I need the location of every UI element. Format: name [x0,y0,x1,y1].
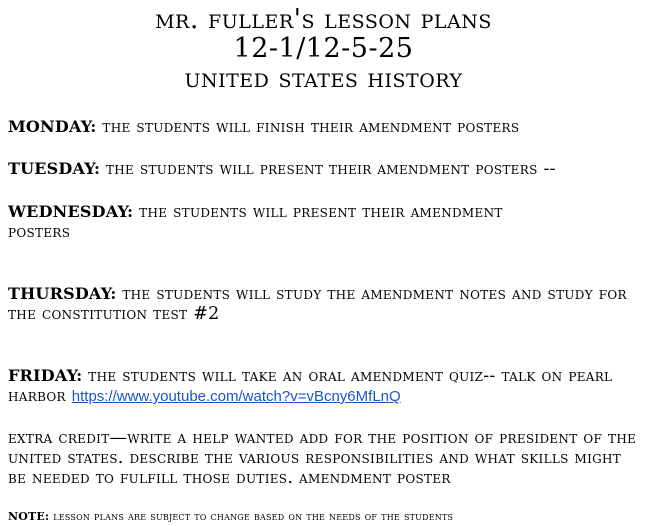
plan-monday [8,117,638,137]
plan-wednesday [8,202,568,242]
day-label-thursday: THURSDAY: [8,284,117,303]
subject-title: united states history [184,63,463,94]
plan-text-tuesday: the students will present their amendment posters -- [105,159,556,179]
plan-tuesday [8,159,638,179]
plan-text-monday: the students will finish their amendment posters [102,117,520,137]
day-label-friday: FRIDAY: [8,366,83,385]
date-range: 12-1/12-5-25 [233,33,414,64]
plan-text-thursday: the students will study the amendment notes and study for the constitution test #2 [8,284,627,324]
page-title: mr. fuller's lesson plans [155,4,492,35]
note-label: NOTE: [8,510,50,523]
plan-friday [8,366,638,407]
extra-credit: extra credit—write a help wanted add for the position of president of the united states. describe the various responsibilities and what skills might be needed to fulfill those duties. amendment poster [8,428,637,488]
day-label-monday: MONDAY: [8,117,97,136]
note [8,509,638,524]
plan-thursday [8,284,638,324]
plan-text-friday: the students will take an oral amendment quiz-- talk on pearl harbor [8,366,613,406]
youtube-link[interactable]: https://www.youtube.com/watch?v=vBcny6MfLnQ [71,388,401,405]
day-label-wednesday: WEDNESDAY: [8,202,134,221]
note-text: lesson plans are subject to change based on the needs of the students [53,509,454,523]
plan-text-wednesday: the students will present their amendment posters [8,202,503,242]
day-label-tuesday: TUESDAY: [8,159,101,178]
